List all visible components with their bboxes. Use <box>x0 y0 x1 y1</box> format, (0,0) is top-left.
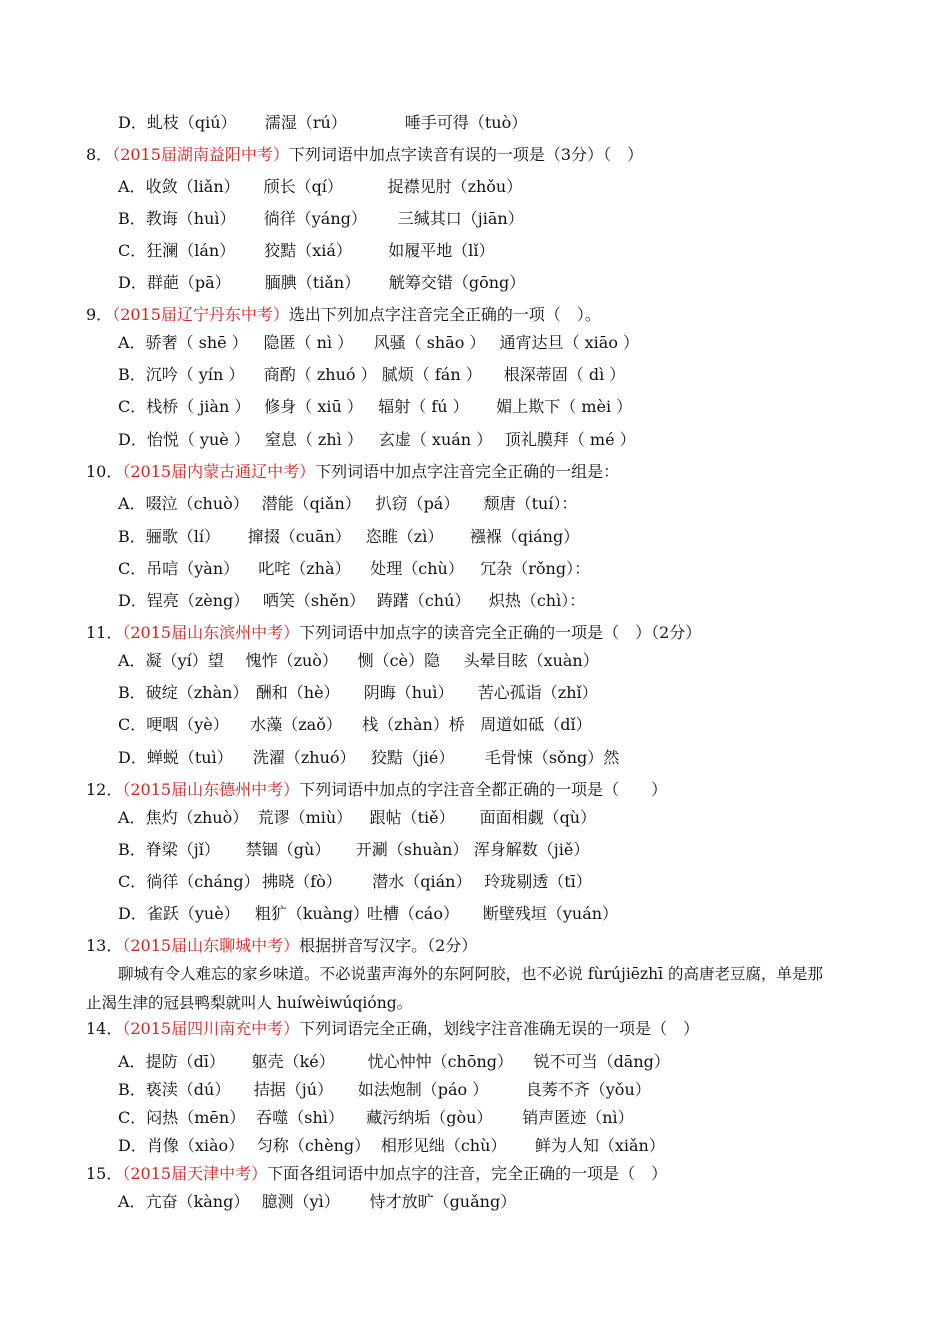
option-letter: D． <box>118 273 147 292</box>
option-row <box>118 559 590 579</box>
question-number: 11． <box>86 623 123 642</box>
option-item: 窒息（ zhì ） <box>264 430 363 449</box>
option-letter: B． <box>118 527 146 546</box>
option-row <box>118 241 495 261</box>
question-text: 下列词语中加点的字注音全都正确的一项是（ ） <box>299 780 668 799</box>
option-item: 周道如砥（dǐ） <box>480 715 592 734</box>
option-letter: D． <box>118 904 147 923</box>
question-12-stem <box>86 780 667 800</box>
option-row <box>118 808 596 828</box>
option-item: 相形见绌（chù） <box>380 1136 507 1155</box>
question-text: 下面各组词语中加点字的注音，完全正确的一项是（ ） <box>267 1164 668 1183</box>
option-item: 狂澜（lán） <box>146 241 236 260</box>
option-item: 顶礼膜拜（ mé ） <box>504 430 636 449</box>
question-number: 14． <box>86 1019 123 1038</box>
option-item: 叱咤（zhà） <box>258 559 351 578</box>
option-letter: A． <box>118 494 146 513</box>
passage-line: 止渴生津的冠县鸭梨就叫人 huíwèiwúqióng。 <box>86 994 413 1012</box>
option-item: 苦心孤诣（zhǐ） <box>477 683 598 702</box>
question-8-stem <box>86 145 643 165</box>
option-item: 吊唁（yàn） <box>146 559 240 578</box>
option-item: 愧怍（zuò） <box>245 651 338 670</box>
option-item: 开涮（shuàn） <box>355 840 469 859</box>
option-row <box>118 1080 651 1100</box>
option-item: 脊梁（jǐ） <box>145 840 220 859</box>
question-number: 13． <box>86 936 123 955</box>
option-item: 栈（zhàn）桥 <box>362 715 465 734</box>
question-text: 下列词语中加点字读音有误的一项是（3分）（ ） <box>288 145 644 164</box>
option-item: 破绽（zhàn） <box>145 683 249 702</box>
option-item: 禁锢（gù） <box>245 840 331 859</box>
option-item: 怡悦（ yuè ） <box>146 430 250 449</box>
option-item: 雀跃（yuè） <box>146 904 240 923</box>
option-item: 三缄其口（jiān） <box>397 209 524 228</box>
option-item: 潜能（qiǎn） <box>261 494 361 513</box>
question-text: 下列词语完全正确，划线字注音准确无误的一项是（ ） <box>299 1019 700 1038</box>
option-row <box>118 904 618 924</box>
option-row <box>118 494 577 514</box>
option-letter: A． <box>118 177 146 196</box>
option-letter: A． <box>118 651 146 670</box>
option-row <box>118 1052 670 1072</box>
option-item: 阴晦（huì） <box>363 683 454 702</box>
question-number: 12． <box>86 780 123 799</box>
question-text: 根据拼音写汉字。（2分） <box>299 936 478 955</box>
option-item: 啜泣（chuò） <box>145 494 249 513</box>
option-letter: C． <box>118 241 147 260</box>
option-row <box>118 651 599 671</box>
option-item: 亵渎（dú） <box>145 1080 231 1099</box>
option-item: 玄虚（ xuán ） <box>378 430 493 449</box>
option-item: 腻烦（ fán ） <box>381 365 482 384</box>
option-letter: D． <box>118 430 147 449</box>
option-letter: A． <box>118 808 146 827</box>
option-item: 炽热（chì）： <box>488 591 586 610</box>
option-item: 臆测（yì） <box>261 1192 340 1211</box>
option-letter: B． <box>118 683 146 702</box>
option-item: 狡黠（jié） <box>370 748 455 767</box>
option-item: 藏污纳垢（gòu） <box>366 1108 493 1127</box>
option-row <box>118 397 632 417</box>
option-item: 徜徉（yáng） <box>263 209 367 228</box>
question-source: （2015届辽宁丹东中考） <box>112 305 289 324</box>
option-item: 狡黠（xiá） <box>264 241 352 260</box>
option-item: 头晕目眩（xuàn） <box>463 651 599 670</box>
option-item: 踌躇（chú） <box>376 591 471 610</box>
option-item: 濡湿（rú） <box>264 113 347 132</box>
option-row <box>118 748 619 768</box>
option-letter: D． <box>118 748 147 767</box>
option-item: 忧心忡忡（chōng） <box>367 1052 514 1071</box>
option-item: 水藻（zaǒ） <box>250 715 342 734</box>
option-item: 粗犷（kuàng） <box>254 904 369 923</box>
option-item: 捉襟见肘（zhǒu） <box>387 177 523 196</box>
passage-line: 聊城有令人难忘的家乡味道。不必说蜚声海外的东阿阿胶，也不必说 fùrújiēzhī 的高唐老豆腐，单是那 <box>118 965 824 983</box>
question-number: 8． <box>86 145 113 164</box>
option-item: 虬枝（qiú） <box>146 113 237 132</box>
option-item: 颓唐（tuí）： <box>483 494 578 513</box>
option-item: 跟帖（tiě） <box>369 808 455 827</box>
option-item: 吐槽（cáo） <box>366 904 459 923</box>
option-letter: C． <box>118 1108 147 1127</box>
question-10-stem <box>86 462 619 482</box>
option-item: 骄奢（ shē ） <box>145 333 248 352</box>
option-item: 拂晓（fò） <box>262 872 342 891</box>
option-letter: C． <box>118 715 147 734</box>
option-item: 群葩（pā） <box>146 273 231 292</box>
option-row <box>118 273 525 293</box>
option-item: 风骚（ shāo ） <box>373 333 486 352</box>
option-item: 匀称（chèng） <box>256 1136 371 1155</box>
question-14-stem <box>86 1019 699 1039</box>
option-item: 收敛（liǎn） <box>145 177 240 196</box>
option-item: 修身（ xiū ） <box>264 397 363 416</box>
question-source: （2015届山东德州中考） <box>122 780 300 799</box>
option-item: 如履平地（lǐ） <box>388 241 495 260</box>
option-item: 躯壳（ké） <box>251 1052 335 1071</box>
option-item: 凝（yí）望 <box>145 651 224 670</box>
option-row <box>118 1136 665 1156</box>
option-item: 教诲（huì） <box>145 209 236 228</box>
option-item: 腼腆（tiǎn） <box>264 273 361 292</box>
option-row <box>118 715 592 735</box>
option-item: 面面相觑（qù） <box>479 808 597 827</box>
option-item: 恃才放旷（guǎng） <box>369 1192 517 1211</box>
option-item: 肖像（xiào） <box>146 1136 245 1155</box>
option-item: 焦灼（zhuò） <box>145 808 249 827</box>
question-source: （2015届内蒙古通辽中考） <box>122 462 316 481</box>
option-letter: B． <box>118 840 146 859</box>
option-row <box>118 1192 516 1212</box>
option-letter: B． <box>118 365 146 384</box>
question-number: 10． <box>86 462 123 481</box>
option-item: 毛骨悚（sǒng）然 <box>484 748 620 767</box>
option-item: 潜水（qián） <box>372 872 472 891</box>
option-row <box>118 591 585 611</box>
question-number: 9． <box>86 305 113 324</box>
option-row <box>118 840 589 860</box>
option-row <box>118 527 579 547</box>
option-item: 玲珑剔透（tī） <box>484 872 592 891</box>
option-item: 冗杂（rǒng）： <box>480 559 591 578</box>
question-text: 下列词语中加点字注音完全正确的一组是： <box>315 462 620 481</box>
option-item: 哂笑（shěn） <box>262 591 366 610</box>
option-row <box>118 430 636 450</box>
option-item: 锐不可当（dāng） <box>533 1052 670 1071</box>
question-source: （2015届湖南益阳中考） <box>112 145 289 164</box>
option-item: 如法炮制（páo ） <box>357 1080 489 1099</box>
option-item: 扒窃（pá） <box>375 494 460 513</box>
option-item: 处理（chù） <box>370 559 464 578</box>
option-row <box>118 209 524 229</box>
option-letter: B． <box>118 209 146 228</box>
option-letter: A． <box>118 333 146 352</box>
option-row <box>118 177 522 197</box>
option-item: 觥筹交错（gōng） <box>388 273 526 292</box>
option-item: 媚上欺下（ mèi ） <box>496 397 633 416</box>
question-text: 选出下列加点字注音完全正确的一项（ ）。 <box>288 305 601 324</box>
option-item: 唾手可得（tuò） <box>404 113 528 132</box>
option-item: 哽咽（yè） <box>146 715 229 734</box>
option-row <box>118 683 598 703</box>
option-item: 辐射（ fú ） <box>378 397 469 416</box>
option-item: 骊歌（lí） <box>145 527 221 546</box>
option-row <box>118 872 592 892</box>
option-item: 断壁残垣（yuán） <box>482 904 619 923</box>
option-row <box>118 1108 634 1128</box>
option-item: 荒谬（miù） <box>257 808 353 827</box>
question-9-stem <box>86 305 601 325</box>
option-item: 亢奋（kàng） <box>145 1192 250 1211</box>
option-item: 隐匿（ nì ） <box>263 333 354 352</box>
option-item: 蝉蜕（tuì） <box>146 748 233 767</box>
question-source: （2015届四川南充中考） <box>122 1019 300 1038</box>
option-item: 沉吟（ yín ） <box>145 365 245 384</box>
option-item: 浑身解数（jiě） <box>473 840 590 859</box>
option-item: 襁褓（qiáng） <box>469 527 580 546</box>
option-letter: D． <box>118 591 147 610</box>
option-item: 酬和（hè） <box>255 683 340 702</box>
option-row <box>118 113 527 133</box>
option-item: 恻（cè）隐 <box>357 651 440 670</box>
option-letter: B． <box>118 1080 146 1099</box>
option-item: 销声匿迹（nì） <box>522 1108 634 1127</box>
option-item: 吞噬（shì） <box>256 1108 344 1127</box>
option-letter: D． <box>118 1136 147 1155</box>
option-letter: C． <box>118 397 147 416</box>
option-row <box>118 333 639 353</box>
option-item: 通宵达旦（ xiāo ） <box>499 333 640 352</box>
option-row <box>118 365 625 385</box>
option-item: 恣睢（zì） <box>365 527 444 546</box>
option-item: 锃亮（zèng） <box>146 591 250 610</box>
option-letter: D． <box>118 113 147 132</box>
question-text: 下列词语中加点字的读音完全正确的一项是（ ）（2分） <box>299 623 702 642</box>
question-11-stem <box>86 623 701 643</box>
question-source: （2015届天津中考） <box>122 1164 268 1183</box>
question-13-stem <box>86 936 477 956</box>
option-item: 商酌（ zhuó ） <box>263 365 377 384</box>
question-number: 15． <box>86 1164 123 1183</box>
option-item: 根深蒂固（ dì ） <box>503 365 626 384</box>
option-letter: A． <box>118 1192 146 1211</box>
option-item: 良莠不齐（yǒu） <box>525 1080 651 1099</box>
option-item: 闷热（mēn） <box>146 1108 246 1127</box>
option-letter: A． <box>118 1052 146 1071</box>
option-item: 提防（dī） <box>145 1052 225 1071</box>
question-15-stem <box>86 1164 667 1184</box>
option-letter: C． <box>118 872 147 891</box>
question-source: （2015届山东滨州中考） <box>122 623 300 642</box>
option-item: 鲜为人知（xiǎn） <box>534 1136 665 1155</box>
option-item: 栈桥（ jiàn ） <box>146 397 251 416</box>
option-item: 撺掇（cuān） <box>247 527 351 546</box>
option-letter: C． <box>118 559 147 578</box>
option-item: 颀长（qí） <box>263 177 343 196</box>
option-item: 拮据（jú） <box>253 1080 334 1099</box>
option-item: 徜徉（cháng） <box>146 872 260 891</box>
option-item: 洗濯（zhuó） <box>252 748 356 767</box>
question-source: （2015届山东聊城中考） <box>122 936 300 955</box>
